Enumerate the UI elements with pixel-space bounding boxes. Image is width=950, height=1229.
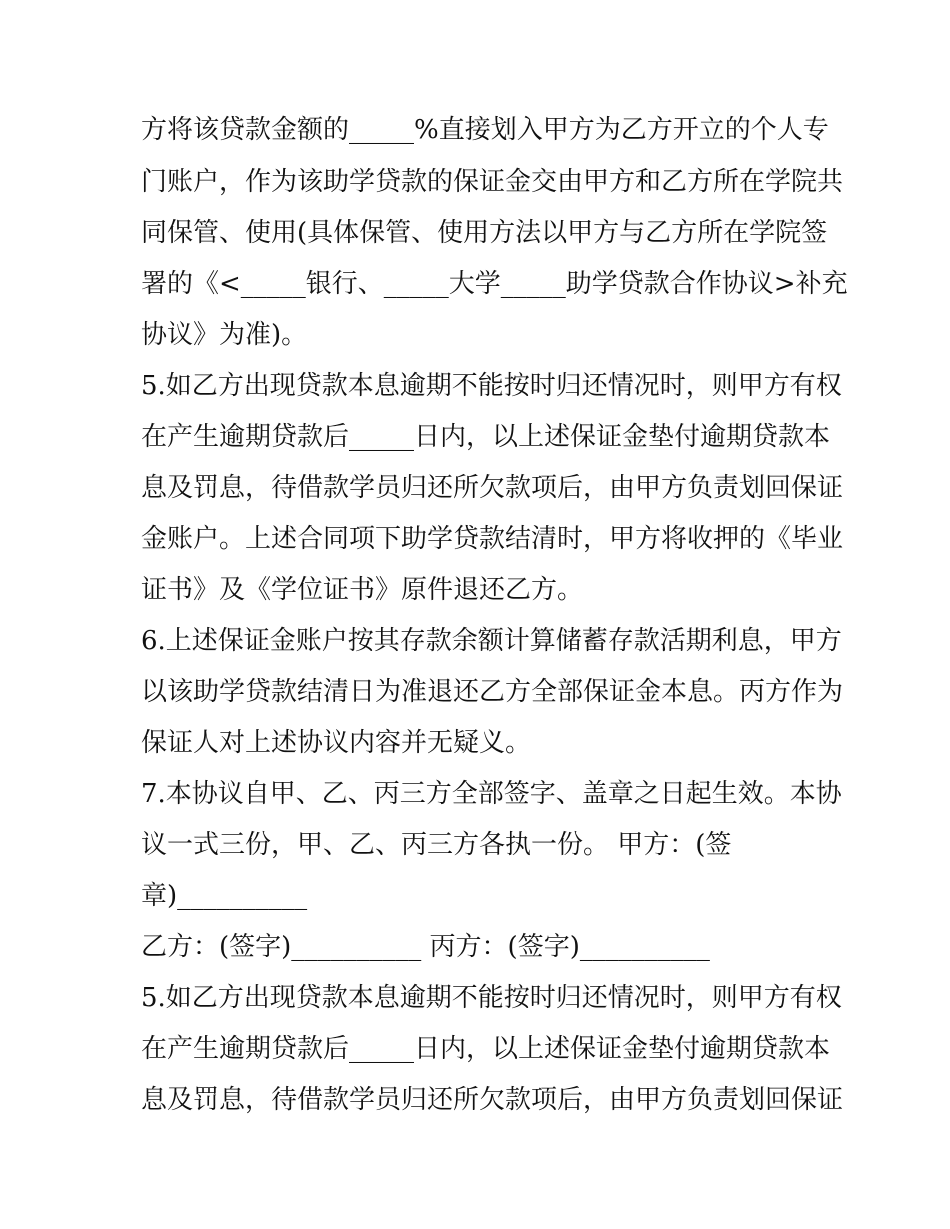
text-line: 6.上述保证金账户按其存款余额计算储蓄存款活期利息，甲方 [141, 626, 842, 656]
text-line: 同保管、使用(具体保管、使用方法以甲方与乙方所在学院签 [141, 218, 828, 248]
text-line: 署的《<_____银行、_____大学_____助学贷款合作协议>补充 [141, 269, 848, 299]
text-line: 5.如乙方出现贷款本息逾期不能按时归还情况时，则甲方有权 [141, 983, 842, 1013]
text-line: 在产生逾期贷款后_____日内，以上述保证金垫付逾期贷款本 [141, 422, 831, 452]
text-line: 金账户。上述合同项下助学贷款结清时，甲方将收押的《毕业 [141, 524, 844, 554]
text-line: 以该助学贷款结清日为准退还乙方全部保证金本息。丙方作为 [141, 677, 844, 707]
text-line: 章)__________ [141, 881, 308, 911]
text-line: 5.如乙方出现贷款本息逾期不能按时归还情况时，则甲方有权 [141, 371, 842, 401]
text-line: 7.本协议自甲、乙、丙三方全部签字、盖章之日起生效。本协 [141, 779, 842, 809]
text-line: 议一式三份，甲、乙、丙三方各执一份。 甲方：(签 [141, 830, 732, 860]
text-line: 保证人对上述协议内容并无疑义。 [141, 728, 532, 758]
text-line: 门账户，作为该助学贷款的保证金交由甲方和乙方所在学院共 [141, 167, 844, 197]
text-line: 息及罚息，待借款学员归还所欠款项后，由甲方负责划回保证 [141, 1085, 844, 1115]
text-line: 息及罚息，待借款学员归还所欠款项后，由甲方负责划回保证 [141, 473, 844, 503]
text-line: 证书》及《学位证书》原件退还乙方。 [141, 575, 584, 605]
text-line: 协议》为准)。 [141, 320, 308, 350]
text-line: 乙方：(签字)__________ 丙方：(签字)__________ [141, 932, 710, 962]
text-line: 在产生逾期贷款后_____日内，以上述保证金垫付逾期贷款本 [141, 1034, 831, 1064]
text-line: 方将该贷款金额的_____%直接划入甲方为乙方开立的个人专 [141, 115, 829, 145]
